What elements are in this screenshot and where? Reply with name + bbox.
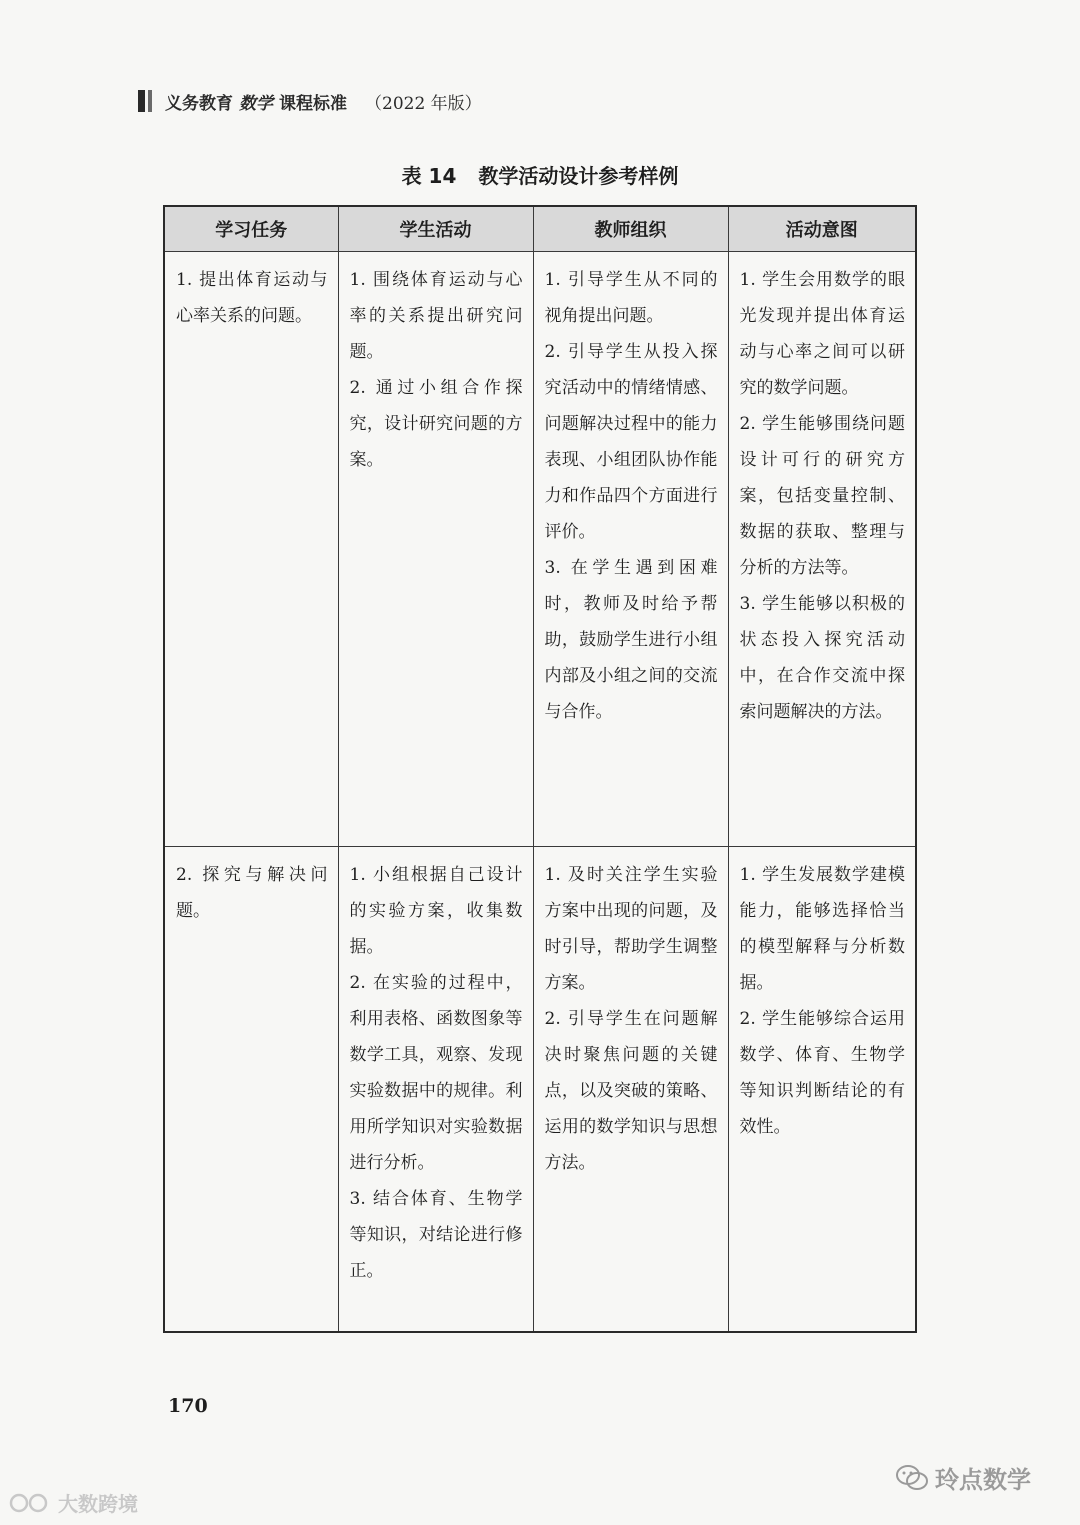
watermark-left-text: 大数跨境 [58,1492,138,1516]
cell-task [164,252,338,847]
cell-item: 3. 结合体育、生物学等知识，对结论进行修正。 [349,1189,523,1281]
activity-design-table [163,205,917,1333]
cell-teacher [533,252,728,847]
watermark-right [895,1460,1031,1495]
cell-intent [728,252,916,847]
cell-item: 2. 学生能够综合运用数学、体育、生物学等知识判断结论的有效性。 [739,1009,905,1137]
table-title-text: 教学活动设计参考样例 [478,164,679,188]
table-row [164,847,916,1333]
running-head-part1: 义务教育 [165,93,233,114]
cell-item: 1. 小组根据自己设计的实验方案，收集数据。 [349,865,523,957]
running-head-bars [138,90,155,112]
table-number: 表 14 [401,164,457,188]
table-row [164,252,916,847]
cell-item: 1. 引导学生从不同的视角提出问题。 [544,270,718,326]
cell-item: 1. 学生发展数学建模能力，能够选择恰当的模型解释与分析数据。 [739,865,905,993]
running-head-part2: 数学 [239,93,273,114]
watermark-right-text: 玲点数学 [935,1466,1031,1494]
cell-item: 1. 提出体育运动与心率关系的问题。 [176,270,328,326]
running-head-part3: 课程标准 [279,93,347,114]
cell-intent [728,847,916,1333]
cell-teacher [533,847,728,1333]
page-number: 170 [168,1395,208,1417]
watermark-left [8,1488,138,1517]
running-head-edition: （2022 年版） [365,93,482,114]
cell-item: 1. 围绕体育运动与心率的关系提出研究问题。 [349,270,523,362]
wechat-icon [895,1463,929,1493]
cell-student [338,252,533,847]
cell-item: 2. 学生能够围绕问题设计可行的研究方案，包括变量控制、数据的获取、整理与分析的方法等。 [739,414,905,578]
cell-item: 2. 引导学生从投入探究活动中的情绪情感、问题解决过程中的能力表现、小组团队协作能力和作品四个方面进行评价。 [544,342,718,542]
brand-logo-icon [8,1492,52,1514]
running-head [138,88,482,114]
header-activity-intent: 活动意图 [728,206,916,252]
cell-item: 2. 通过小组合作探究，设计研究问题的方案。 [349,378,523,470]
cell-item: 1. 及时关注学生实验方案中出现的问题，及时引导，帮助学生调整方案。 [544,865,718,993]
cell-task [164,847,338,1333]
cell-item: 2. 引导学生在问题解决时聚焦问题的关键点，以及突破的策略、运用的数学知识与思想方法。 [544,1009,718,1173]
cell-item: 1. 学生会用数学的眼光发现并提出体育运动与心率之间可以研究的数学问题。 [739,270,905,398]
cell-item: 2. 在实验的过程中，利用表格、函数图象等数学工具，观察、发现实验数据中的规律。利用所学知识对实验数据进行分析。 [349,973,523,1173]
table-header-row [164,206,916,252]
table-title [0,160,1080,189]
cell-student [338,847,533,1333]
header-student-activity: 学生活动 [338,206,533,252]
header-teacher-organization: 教师组织 [533,206,728,252]
cell-item: 2. 探究与解决问题。 [176,865,328,921]
cell-item: 3. 在学生遇到困难时，教师及时给予帮助，鼓励学生进行小组内部及小组之间的交流与合作。 [544,558,718,722]
cell-item: 3. 学生能够以积极的状态投入探究活动中，在合作交流中探索问题解决的方法。 [739,594,905,722]
header-learning-task: 学习任务 [164,206,338,252]
